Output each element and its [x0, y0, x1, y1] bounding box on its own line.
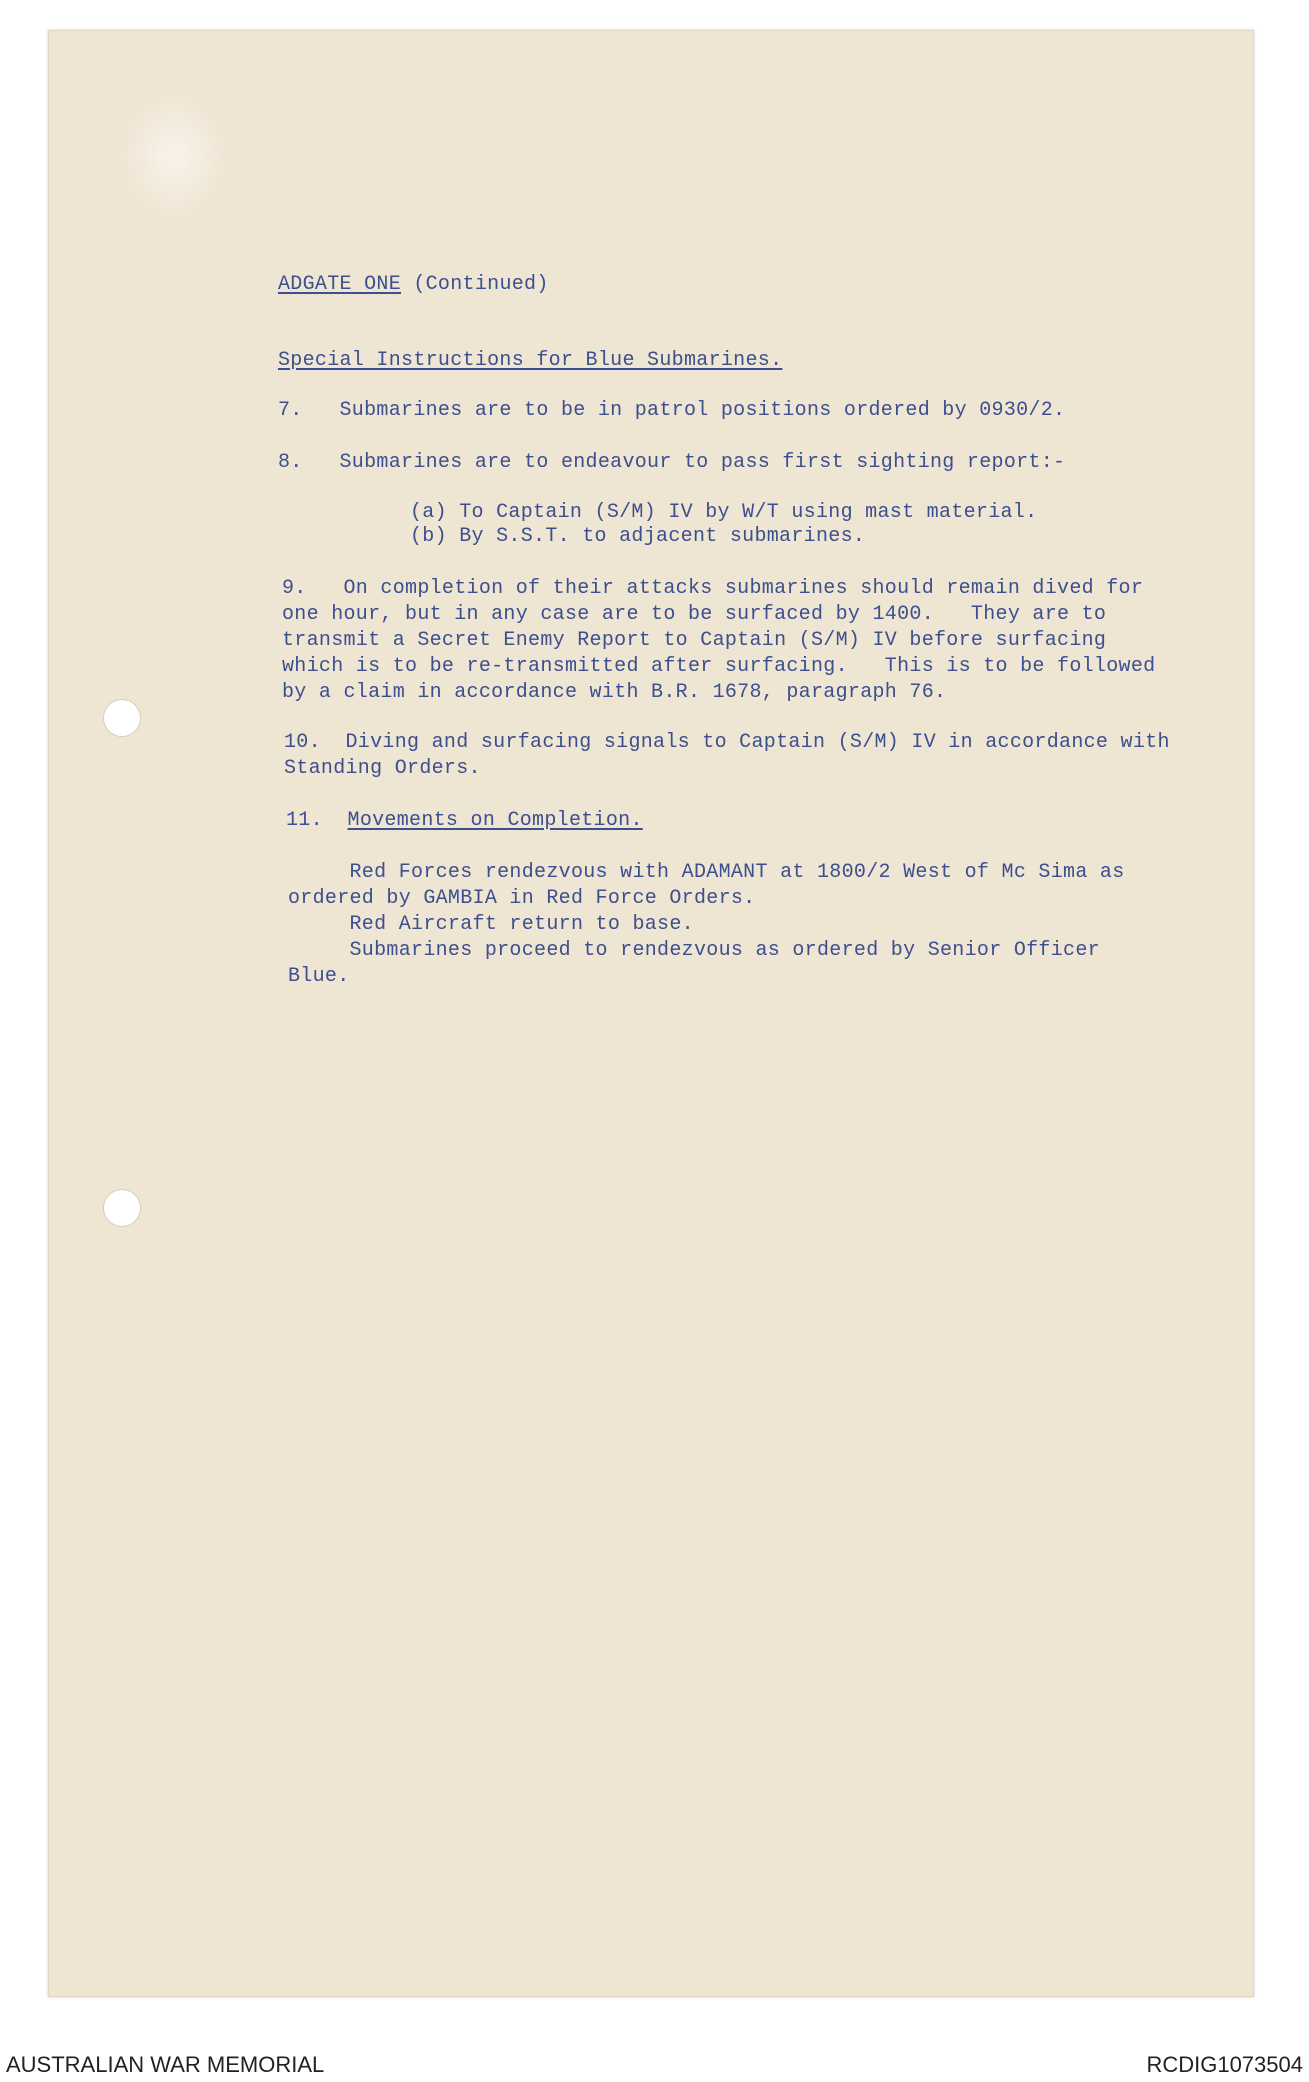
paragraph-9-line: 9. On completion of their attacks submarines should remain dived for [282, 577, 1144, 600]
paragraph-9-line: transmit a Secret Enemy Report to Captain (S/M) IV before surfacing [282, 629, 1107, 652]
document-page [48, 30, 1254, 1997]
paragraph-11-line: Blue. [288, 965, 350, 988]
paragraph-11-heading [286, 808, 643, 834]
paragraph-11-line: ordered by GAMBIA in Red Force Orders. [288, 887, 756, 910]
paragraph-9-line: which is to be re-transmitted after surfacing. This is to be followed [282, 655, 1156, 678]
section-title: Special Instructions for Blue Submarines. [278, 349, 783, 372]
paragraph-8b: (b) By S.S.T. to adjacent submarines. [410, 525, 866, 548]
heading-suffix: (Continued) [401, 273, 549, 296]
punch-hole [103, 1189, 141, 1227]
document-heading [278, 272, 549, 298]
paragraph-11-title: Movements on Completion. [347, 809, 643, 832]
paragraph-8a: (a) To Captain (S/M) IV by W/T using mast material. [410, 501, 1038, 524]
heading-title: ADGATE ONE [278, 273, 402, 296]
paragraph-11-line: Submarines proceed to rendezvous as ordered by Senior Officer [288, 939, 1100, 962]
paragraph-11-line: Red Forces rendezvous with ADAMANT at 1800/2 West of Mc Sima as [288, 861, 1125, 884]
paragraph-10-line: Standing Orders. [284, 757, 481, 780]
paragraph-9-line: by a claim in accordance with B.R. 1678, paragraph 76. [282, 681, 947, 704]
footer-institution: AUSTRALIAN WAR MEMORIAL [6, 2052, 325, 2077]
punch-hole [103, 699, 141, 737]
paragraph-9-line: one hour, but in any case are to be surfaced by 1400. They are to [282, 603, 1107, 626]
paragraph-10-line: 10. Diving and surfacing signals to Captain (S/M) IV in accordance with [284, 731, 1170, 754]
paragraph-11-line: Red Aircraft return to base. [288, 913, 694, 936]
paragraph-11-number: 11. [286, 809, 348, 832]
paragraph-8: 8. Submarines are to endeavour to pass first sighting report:- [278, 451, 1066, 474]
paragraph-7: 7. Submarines are to be in patrol positions ordered by 0930/2. [278, 399, 1066, 422]
paper-smudge [119, 91, 229, 221]
footer-record-id: RCDIG1073504 [1146, 2052, 1303, 2077]
